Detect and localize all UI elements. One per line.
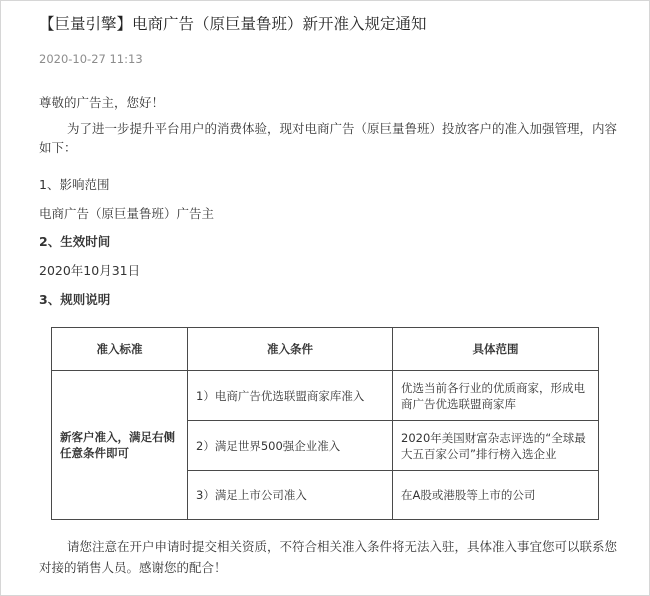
condition-cell: 3）满足上市公司准入	[188, 471, 393, 520]
header-condition: 准入条件	[188, 328, 393, 371]
greeting: 尊敬的广告主，您好！	[39, 95, 165, 110]
table-row	[52, 371, 599, 421]
section2-heading: 2、生效时间	[39, 234, 111, 249]
section2-text: 2020年10月31日	[39, 263, 141, 278]
publish-date: 2020-10-27 11:13	[39, 52, 143, 66]
closing-paragraph: 请您注意在开户申请时提交相关资质，不符合相关准入条件将无法入驻，具体准入事宜您可以联系您对接的销售人员。感谢您的配合！	[39, 539, 618, 575]
header-scope: 具体范围	[393, 328, 599, 371]
header-standard: 准入标准	[52, 328, 188, 371]
rules-table	[51, 327, 599, 520]
table-header-row	[52, 328, 599, 371]
condition-cell: 1）电商广告优选联盟商家库准入	[188, 371, 393, 421]
condition-cell: 2）满足世界500强企业准入	[188, 421, 393, 471]
section1-text: 电商广告（原巨量鲁班）广告主	[39, 206, 215, 221]
section1-heading: 1、影响范围	[39, 177, 110, 192]
scope-cell: 在A股或港股等上市的公司	[393, 471, 599, 520]
article-title: 【巨量引擎】电商广告（原巨量鲁班）新开准入规定通知	[39, 15, 427, 33]
section3-heading: 3、规则说明	[39, 292, 111, 307]
scope-cell: 2020年美国财富杂志评选的“全球最大五百家公司”排行榜入选企业	[393, 421, 599, 471]
scope-cell: 优选当前各行业的优质商家，形成电商广告优选联盟商家库	[393, 371, 599, 421]
merged-standard-cell: 新客户准入，满足右侧任意条件即可	[52, 371, 188, 520]
intro-paragraph: 为了进一步提升平台用户的消费体验，现对电商广告（原巨量鲁班）投放客户的准入加强管理，内容如下：	[39, 121, 618, 155]
